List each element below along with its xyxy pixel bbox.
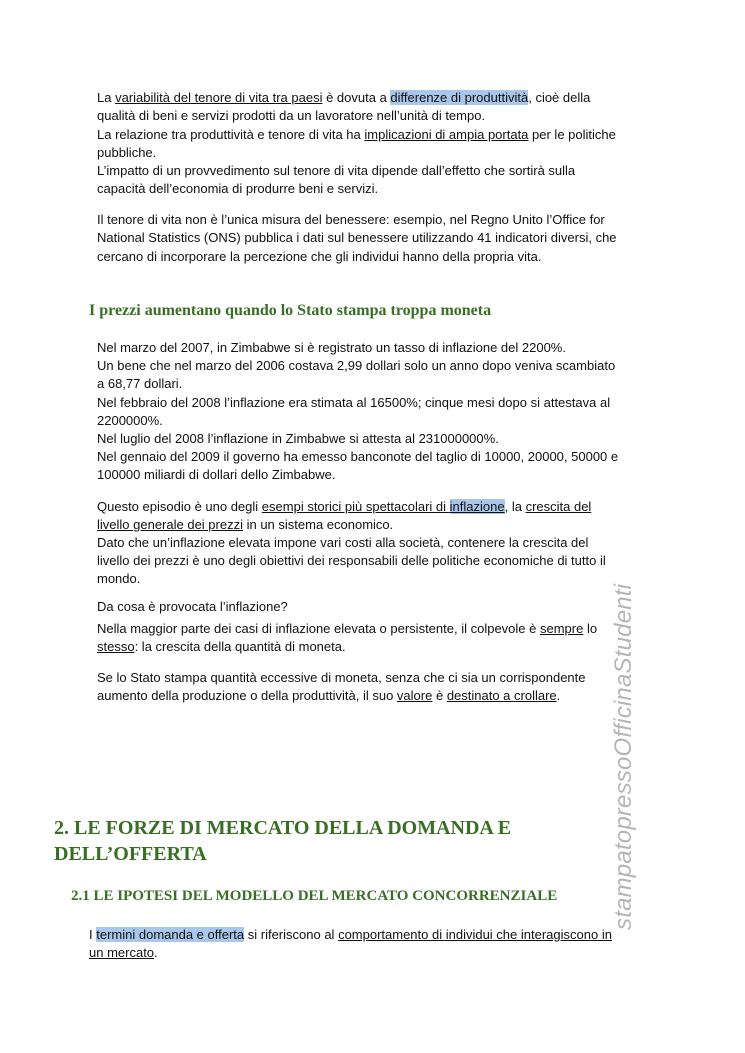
underlined-text: valore bbox=[396, 688, 433, 703]
highlighted-text: inflazione bbox=[449, 499, 505, 514]
paragraph-line: stesso: la crescita della quantità di moneta. bbox=[97, 639, 346, 654]
paragraph-line: Il tenore di vita non è l’unica misura del benessere: esempio, nel Regno Unito l’Office for bbox=[97, 212, 605, 227]
paragraph-line: cercano di incorporare la percezione che gli individui hanno della propria vita. bbox=[97, 249, 542, 264]
underlined-text: destinato a crollare bbox=[446, 688, 557, 703]
underlined-text: sempre bbox=[539, 621, 584, 636]
watermark: stampatopressoOfficinaStudenti bbox=[610, 583, 637, 930]
underlined-text: variabilità del tenore di vita tra paesi bbox=[115, 90, 323, 105]
paragraph-line: mondo. bbox=[97, 571, 141, 586]
underlined-text: un mercato bbox=[89, 945, 155, 960]
paragraph-line: Se lo Stato stampa quantità eccessive di moneta, senza che ci sia un corrispondente bbox=[97, 670, 586, 685]
paragraph-line: L’impatto di un provvedimento sul tenore di vita dipende dall’effetto che sortirà sulla bbox=[97, 163, 576, 178]
paragraph-line: National Statistics (ONS) pubblica i dati sul benessere utilizzando 41 indicatori diversi, che bbox=[97, 230, 617, 245]
paragraph-line: La relazione tra produttività e tenore di vita ha implicazioni di ampia portata per le politiche bbox=[97, 127, 616, 142]
highlighted-text: differenze di produttività bbox=[390, 90, 529, 105]
chapter-heading-line-1: 2. LE FORZE DI MERCATO DELLA DOMANDA E bbox=[54, 817, 512, 839]
paragraph-line: Un bene che nel marzo del 2006 costava 2,99 dollari solo un anno dopo veniva scambiato bbox=[97, 358, 616, 373]
underlined-text: stesso bbox=[97, 639, 135, 654]
paragraph-line: pubbliche. bbox=[97, 145, 157, 160]
paragraph-line: I termini domanda e offerta si riferiscono al comportamento di individui che interagiscono in bbox=[89, 927, 612, 942]
section-heading: I prezzi aumentano quando lo Stato stampa troppa moneta bbox=[89, 302, 492, 319]
question-line: Da cosa è provocata l’inflazione? bbox=[97, 599, 288, 614]
paragraph-line: livello generale dei prezzi in un sistema economico. bbox=[97, 517, 394, 532]
underlined-text: esempi storici più spettacolari di bbox=[261, 499, 450, 514]
paragraph-line: aumento della produzione o della produttività, il suo valore è destinato a crollare. bbox=[97, 688, 561, 703]
paragraph-line: Nel febbraio del 2008 l’inflazione era stimata al 16500%; cinque mesi dopo si attestava al bbox=[97, 395, 611, 410]
paragraph-line: qualità di beni e servizi prodotti da un lavoratore nell’unità di tempo. bbox=[97, 108, 486, 123]
underlined-text: implicazioni di ampia portata bbox=[364, 127, 529, 142]
paragraph-line: capacità dell’economia di produrre beni e servizi. bbox=[97, 181, 379, 196]
underlined-text: crescita del bbox=[525, 499, 592, 514]
subsection-heading: 2.1 LE IPOTESI DEL MODELLO DEL MERCATO CONCORRENZIALE bbox=[71, 888, 558, 904]
paragraph-line: Nel luglio del 2008 l’inflazione in Zimbabwe si attesta al 231000000%. bbox=[97, 431, 499, 446]
paragraph-line: livello dei prezzi è uno degli obiettivi dei responsabili delle politiche economiche di tutto il bbox=[97, 553, 606, 568]
paragraph-line: Nel marzo del 2007, in Zimbabwe si è registrato un tasso di inflazione del 2200%. bbox=[97, 340, 566, 355]
underlined-text: livello generale dei prezzi bbox=[97, 517, 243, 532]
highlighted-text: termini domanda e offerta bbox=[96, 927, 245, 942]
paragraph-line: Dato che un’inflazione elevata impone vari costi alla società, contenere la crescita del bbox=[97, 535, 589, 550]
paragraph-line: 100000 miliardi di dollari dello Zimbabwe. bbox=[97, 467, 336, 482]
paragraph-line: Nella maggior parte dei casi di inflazione elevata o persistente, il colpevole è sempre lo bbox=[97, 621, 598, 636]
paragraph-line: La variabilità del tenore di vita tra paesi è dovuta a differenze di produttività, cioè della bbox=[97, 90, 591, 105]
paragraph-line: 2200000%. bbox=[97, 413, 163, 428]
underlined-text: comportamento di individui che interagiscono in bbox=[338, 927, 612, 942]
paragraph-line: a 68,77 dollari. bbox=[97, 376, 183, 391]
paragraph-line: Nel gennaio del 2009 il governo ha emesso banconote del taglio di 10000, 20000, 50000 e bbox=[97, 449, 619, 464]
paragraph-line: un mercato. bbox=[89, 945, 158, 960]
paragraph-line: Questo episodio è uno degli esempi storici più spettacolari di inflazione, la crescita del bbox=[97, 499, 592, 514]
chapter-heading-line-2: DELL’OFFERTA bbox=[54, 843, 207, 865]
